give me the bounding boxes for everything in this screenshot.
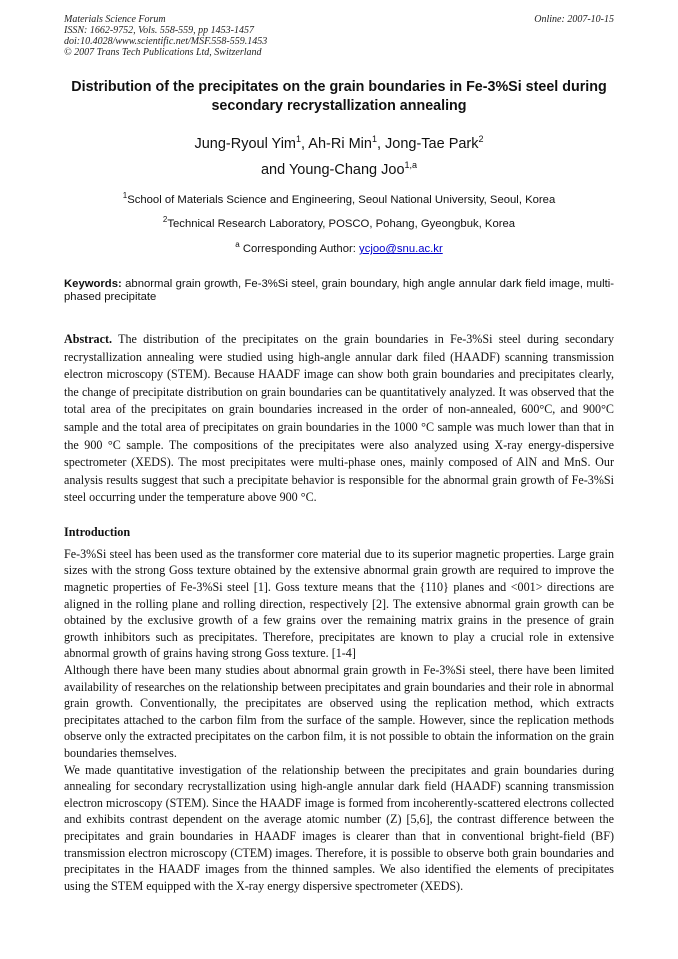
- keywords-text: abnormal grain growth, Fe-3%Si steel, grain boundary, high angle annular dark field image, multi-phased precipitate: [64, 277, 614, 304]
- keywords-label: Keywords:: [64, 277, 122, 290]
- paper-page: [64, 14, 614, 894]
- author-sup: 2: [478, 134, 484, 144]
- online-date: Online: 2007-10-15: [534, 14, 614, 25]
- copyright-line: © 2007 Trans Tech Publications Ltd, Switzerland: [64, 47, 262, 58]
- author-name: Jong-Tae Park: [385, 135, 479, 152]
- author-joiner: and: [260, 161, 286, 178]
- author-list: Jung-Ryoul Yim$^1$, Ah-Ri Min$^1$, Jong-Tae Park$^2$ and Young-Chang Joo$^{1,a}$: [194, 134, 484, 178]
- affiliation: $^1$School of Materials Science and Engineering, Seoul National University, Seoul, Korea: [122, 190, 556, 206]
- doi-line: doi:10.4028/www.scientific.net/MSF.558-559.1453: [64, 36, 268, 47]
- author-sup: 1,a: [404, 159, 418, 170]
- author-name: Young-Chang Joo: [288, 161, 405, 178]
- author-sup: 1: [371, 134, 377, 144]
- paper-title: Distribution of the precipitates on the grain boundaries in Fe-3%Si steel during secondary recrystallization annealing: [71, 79, 607, 114]
- journal-header: [64, 14, 614, 58]
- abstract: [64, 331, 614, 507]
- email-link[interactable]: ycjoo@snu.ac.kr: [359, 242, 443, 255]
- intro-paragraph: Although there have been many studies about abnormal grain growth in Fe-3%Si steel, there have been limited availability of researches on the relationship between precipitates and grain boundaries and their role in abnormal grain growth. Conventionally, the precipitates are observed using the replication method, which extracts precipitates attached to the carbon film from the surface of the sample. However, since the replication methods observe only the extracted precipitates on the carbon film, it is not possible to obtain the information on the grain boundaries themselves.: [64, 663, 614, 761]
- intro-paragraph: We made quantitative investigation of the relationship between the precipitates and grain boundaries during annealing for secondary recrystallization using high-angle annular dark field (HAADF) scanning transmission electron microscopy (STEM). Since the HAADF image is formed from incoherently-scattered electrons collected and exhibits contrast dependent on the average atomic number (Z) [5,6], the contrast difference between the precipitates and grain boundaries in HAADF images is clearer than that in conventional bright-field (BF) transmission electron microscopy (CTEM) images. Therefore, it is possible to observe both grain boundaries and precipitates in the HAADF images from the thinned samples. We also identified the elements of precipitates using the STEM equipped with the X-ray energy dispersive spectrometer (XEDS).: [64, 762, 614, 893]
- abstract-text: The distribution of the precipitates on the grain boundaries in Fe-3%Si steel during secondary recrystallization annealing were studied using high-angle annular dark filed (HAADF) scanning transmission electron microscopy (STEM). Because HAADF image can show both grain boundaries and precipitates clearly, the change of precipitate distribution on grain boundaries can be quantitatively analyzed. It was observed that the total area of the precipitates on grain boundaries increased in the order of non-annealed, 600°C, and 900°C sample and the total area of precipitates on grain boundaries in the 1000 °C sample was much lower than that in the 900 °C sample. The compositions of the precipitates were also analyzed using X-ray energy-dispersive spectrometer (XEDS). The most precipitates were multi-phase ones, mainly composed of AlN and MnS. Our analysis results suggest that such a precipitate behavior is responsible for the abnormal grain growth of Fe-3%Si steel occurring under the temperature above 900 °C.: [64, 331, 614, 505]
- corresponding-author: $^a$ Corresponding Author: ycjoo@snu.ac.kr: [235, 240, 443, 255]
- journal-name: Materials Science Forum: [64, 14, 166, 25]
- author-name: Jung-Ryoul Yim: [194, 135, 296, 152]
- issn-line: ISSN: 1662-9752, Vols. 558-559, pp 1453-1457: [64, 25, 254, 36]
- affiliations: [64, 189, 614, 256]
- author-sup: 1: [296, 134, 302, 144]
- abstract-label: Abstract.: [64, 331, 113, 346]
- section-heading: Introduction: [64, 524, 131, 539]
- affiliation: $^2$Technical Research Laboratory, POSCO, Pohang, Gyeongbuk, Korea: [162, 215, 516, 231]
- intro-paragraph: Fe-3%Si steel has been used as the transformer core material due to its superior magnetic properties. Large grain sizes with the strong Goss texture obtained by the extensive abnormal grain growth are required to improve the magnetic properties of Fe-3%Si steel [1]. Goss texture means that the {110} planes and <001> directions are aligned in the rolling plane and rolling direction, respectively [2]. The extensive abnormal grain growth can be obtained by the exclusive growth of a few grains over the remaining matrix grains in the presence of grain growth inhibitors such as precipitates. Therefore, precipitates are known to play a crucial role in extensive abnormal growth of grains having strong Goss texture. [1-4]: [64, 546, 614, 661]
- keywords: [64, 278, 614, 305]
- author-name: Ah-Ri Min: [308, 135, 372, 152]
